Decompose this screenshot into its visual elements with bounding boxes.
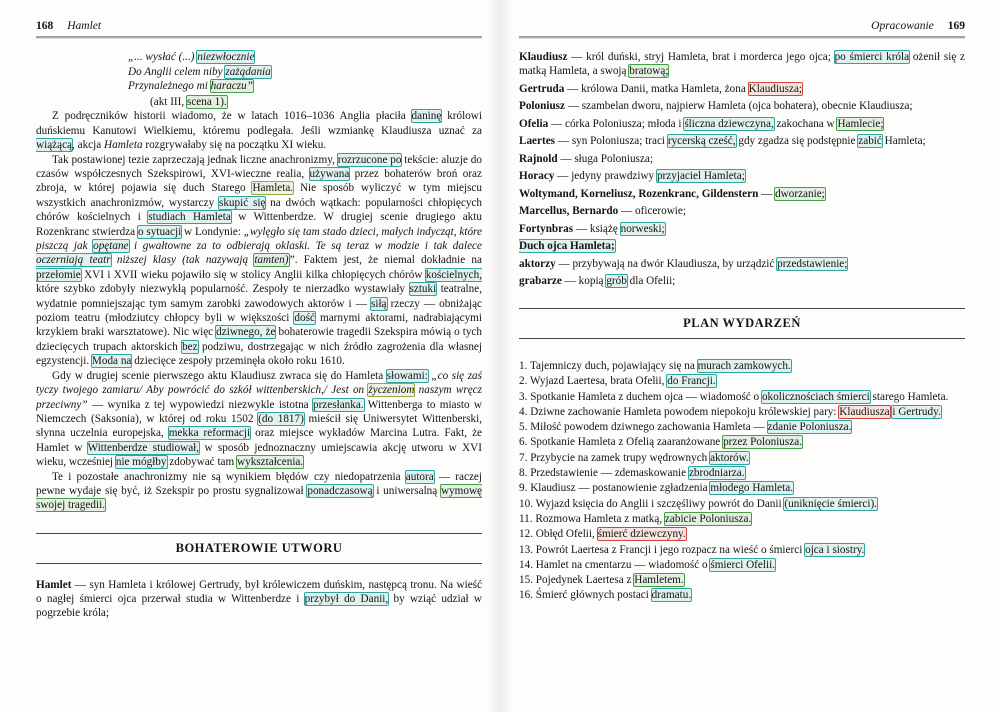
paragraph [36, 369, 482, 470]
text-run: „wylęgło się tam stado dzieci, małych indycząt, które piszczą jak [36, 225, 482, 253]
text-run: Hamleta; [881, 135, 926, 147]
text-run: śliczna dziewczyna, [684, 117, 774, 130]
text-run: Woltymand, Korneliusz, Rozenkranc, Gildenstern [519, 187, 759, 200]
text-run: Duch ojca Hamleta; [519, 240, 615, 252]
section-heading-block-plan [519, 308, 965, 339]
text-run: Przynależnego mi [128, 80, 211, 93]
text-run: Te i pozostałe anachronizmy nie są wynikiem błędów czy niedopatrzenia [52, 470, 406, 483]
text-run: zabić [858, 135, 882, 147]
text-run: mieścił się Uniwersytet Wittenberski, słynna uczelnia europejska, [36, 412, 482, 440]
section-heading-bohaterowie: BOHATEROWIE UTWORU [175, 540, 343, 555]
text-run: Klaudiusz — postanowienie zgładzenia [530, 482, 711, 495]
text-run: Wittenberga to miasto w Niemczech (Saksonia), w której od roku 1502 [36, 398, 482, 425]
text-run: Powrót Laertesa z Francji i jego rozpacz na wieść o śmierci [535, 543, 806, 556]
event-item [519, 435, 965, 449]
quote-line [128, 50, 482, 65]
page-header-right [519, 0, 965, 32]
text-run: niezwłocznie [197, 51, 255, 63]
text-run: XVI i XVII wieku pojawiło się w stolicy Anglii kilka chłopięcych chórów [80, 268, 426, 281]
text-run: Poloniusz [519, 100, 566, 112]
text-run: ” [288, 254, 295, 267]
text-run: marnymi aktorami, nadrabiającymi krzykiem braki warsztatowe). Nic więc [36, 312, 482, 339]
text-run: (akt III, [150, 95, 187, 108]
page-header-left [36, 0, 482, 32]
text-run: okolicznościach śmierci [761, 390, 870, 403]
event-item [519, 588, 965, 602]
quote-attribution [150, 95, 482, 110]
text-run: teatralne, wydatnie pomniejszając tym samym zarobki zawodowych aktorów i — [36, 283, 482, 310]
text-run: używana [309, 168, 350, 180]
text-run: i uniwersalną [372, 484, 441, 497]
text-run: wiążącą [36, 139, 73, 152]
character-entry [519, 152, 965, 166]
text-run: norweski; [620, 222, 665, 235]
text-run: przez bohaterów broń oraz zbroja, w której pojawia się duch Starego [36, 168, 482, 195]
character-entry [519, 99, 965, 113]
text-run: aktorzy [519, 257, 556, 270]
events-list [519, 359, 965, 603]
event-number: 7. [519, 451, 531, 464]
text-run: Hamleta. [252, 182, 294, 195]
page-left [36, 0, 482, 712]
character-entry [519, 82, 965, 96]
text-run: — szambelan dworu, najpierw Hamleta (ojca bohatera), obecnie Klaudiusza; [565, 100, 913, 112]
text-run: Wittenberdze studiował, [87, 441, 200, 454]
event-item [519, 481, 965, 495]
page-right [519, 0, 965, 712]
event-number: 2. [519, 375, 530, 388]
text-run: nie mógłby [115, 456, 167, 469]
event-item [519, 558, 965, 572]
event-number: 12. [519, 528, 536, 541]
text-run: naszym wręcz przeciwny” [36, 384, 482, 411]
text-run: ojca i siostry. [805, 543, 865, 556]
text-run: rozrzucone po [337, 153, 402, 166]
text-run: — syn Poloniusza; traci [555, 135, 668, 147]
text-run: — król duński, stryj Hamleta, brat i morderca jego ojca; [567, 51, 835, 63]
text-run: Obłęd Ofelii, [535, 528, 598, 541]
article-body-left [36, 109, 482, 512]
text-run: zdanie Poloniusza. [767, 421, 852, 434]
text-run: oczerniają teatr [36, 254, 111, 267]
character-entry [36, 578, 482, 620]
event-number: 4. [519, 405, 531, 418]
paragraph [36, 470, 482, 513]
text-run: studiach Hamleta [148, 211, 231, 224]
text-run: dość [294, 312, 315, 325]
text-run: oraz miejsce wykładów Marcina Lutra. Fakt, że Hamlet w [36, 427, 482, 454]
paragraph [36, 153, 482, 369]
text-run: słowami: [386, 369, 428, 382]
event-item [519, 405, 965, 419]
text-run: — książę [573, 222, 621, 235]
text-run: Hamlet [36, 578, 72, 591]
text-run: Klaudiusz [519, 51, 568, 63]
event-number: 13. [519, 543, 536, 556]
text-run: tekście: aluzje do czasów współczesnych Szekspirowi, XVI-wieczne realia, [36, 153, 482, 180]
text-run: zażądania [225, 65, 271, 78]
text-run: Tajemniczy duch, pojawiający się na [530, 360, 698, 372]
header-rule-left [36, 36, 482, 38]
text-run: — jedyny prawdziwy [554, 170, 657, 182]
text-run: Z podręczników historii wiadomo, że w latach 1016–1036 Anglia płaciła [52, 110, 412, 123]
text-run: zbrodniarza. [688, 467, 745, 480]
text-run: by wziąć udział w pogrzebie króla; [36, 592, 482, 619]
text-run: Rozmowa Hamleta z matką, [535, 512, 665, 525]
text-run: Rajnold [519, 152, 558, 165]
text-run: śmierci Ofelii. [710, 558, 775, 571]
text-run: Spotkanie Hamleta z Ofelią zaaranżowane [530, 436, 724, 449]
section-rule-top [519, 308, 965, 309]
event-item [519, 390, 965, 404]
event-item [519, 573, 965, 587]
event-number: 5. [519, 421, 531, 434]
text-run: wymowę swojej tragedii. [36, 484, 482, 512]
character-entry [519, 169, 965, 183]
event-item [519, 512, 965, 526]
text-run: zabicie Poloniusza. [664, 512, 752, 525]
text-run: do Francji. [667, 375, 716, 388]
text-run: — królowa Danii, matka Hamleta, żona [564, 82, 749, 95]
text-run: przełomie [36, 268, 81, 281]
text-run: rycerską cześć, [667, 135, 736, 147]
text-run: scena 1). [186, 95, 227, 108]
text-run: wykształcenia. [237, 456, 304, 469]
section-rule-bottom [519, 338, 965, 339]
text-run: Hamletem. [634, 574, 684, 587]
event-number: 1. [519, 360, 530, 372]
text-run: Przedstawienie — zdemaskowanie [530, 467, 689, 480]
text-run: aktorów. [710, 451, 749, 464]
text-run: które szybko zdobyły niezwykłą popularność. Zespoły te nierzadko wystawiały [36, 283, 410, 296]
text-run: zdobywać tam [166, 456, 238, 469]
text-run: daninę [411, 110, 442, 123]
section-heading-block-bohaterowie [36, 533, 482, 564]
text-run: — oficerowie; [618, 205, 686, 217]
text-run: — córka Poloniusza; młoda i [548, 117, 685, 130]
text-run: młodego Hamleta. [710, 482, 794, 495]
text-run: podziwu, dostrzegając w nich źródło zagrożenia dla własnej egzystencji. [36, 340, 482, 368]
event-item [519, 527, 965, 541]
text-run: sztuki [409, 283, 437, 296]
text-run: Spotkanie Hamleta z duchem ojca — wiadomość o [530, 390, 762, 403]
character-entry [519, 187, 965, 201]
event-number: 11. [519, 512, 536, 525]
text-run: Horacy [519, 170, 555, 182]
page-number-left: 168 [36, 20, 54, 32]
text-run: dla Ofelii; [626, 275, 676, 287]
text-run: w sposób jednoznaczny umiejscawia akcję utworu w XVI wieku, wcześniej [36, 441, 482, 469]
event-item [519, 497, 965, 511]
text-run: Tak postawionej tezie zaprzeczają jednak liczne anachronizmy, [52, 153, 338, 166]
running-title-left: Hamlet [67, 20, 102, 32]
event-item [519, 420, 965, 434]
text-run: Klaudiusza; [748, 82, 803, 95]
event-item [519, 374, 965, 388]
page-gutter [486, 0, 514, 712]
text-run: grabarze [519, 275, 562, 287]
text-run: Nie sposób wyliczyć w tym miejscu wszystkich anachronizmów, wystarczy [36, 182, 482, 209]
text-run: królowi duńskiemu Kanutowi Wielkiemu, któremu podlegała. Jeśli wzmiankę Klaudiusza uznać za [36, 110, 482, 137]
text-run: zakochana w [773, 117, 838, 130]
text-run: — syn Hamleta i królowej Gertrudy, był królewiczem duńskim, następcą tronu. Na wieść o nagłej śmierci ojca przerwał studia w Wittenberdze i [36, 578, 482, 605]
event-number: 3. [519, 390, 531, 403]
text-run: Wyjazd księcia do Anglii i szczęśliwy powrót do Danii [535, 497, 785, 510]
event-item [519, 359, 965, 373]
text-run: dziecięce zespoły przeminęła około roku 1610. [131, 355, 345, 368]
text-run: autora [405, 470, 434, 483]
character-entry [519, 134, 965, 148]
text-run: — wynika z tej wypowiedzi niezwykle istotna [87, 398, 313, 411]
text-run: Śmierć głównych postaci [535, 589, 652, 602]
character-entry [519, 222, 965, 236]
text-run: Pojedynek Laertesa z [535, 574, 635, 587]
text-run: Klaudiusza [839, 405, 890, 418]
text-run: Miłość powodem dziwnego zachowania Hamleta — [530, 421, 768, 434]
character-entry [519, 257, 965, 271]
characters-list-left [36, 578, 482, 620]
quote-block [128, 50, 482, 94]
text-run: przez Poloniusza. [723, 436, 802, 449]
text-run: grób [606, 275, 627, 287]
text-run: (uniknięcie śmierci). [784, 497, 877, 510]
text-run: życzeniom [368, 384, 415, 397]
text-run: Gdy w drugiej scenie pierwszego aktu Klaudiusz zwraca się do Hamleta [52, 369, 387, 382]
text-run: „... wysłać (...) [128, 51, 198, 63]
text-run: ponadczasową [307, 484, 373, 497]
text-run: o sytuacji [137, 225, 182, 238]
character-entry [519, 50, 965, 78]
event-number: 16. [519, 589, 536, 602]
page-number-right: 169 [947, 20, 965, 32]
text-run: gdy zgadza się podstępnie [735, 135, 859, 147]
character-entry [519, 204, 965, 218]
text-run: bratową; [629, 65, 669, 77]
text-run: murach zamkowych. [697, 360, 791, 372]
text-run: , akcja [72, 139, 105, 152]
text-run: rozgrywałaby się na początku XI wieku. [142, 139, 327, 152]
text-run: Hamlecie; [837, 117, 884, 130]
text-run: (do 1817) [258, 412, 304, 425]
event-number: 8. [519, 467, 531, 480]
text-run: po śmierci króla [834, 51, 910, 63]
text-run: bez [182, 340, 198, 353]
section-rule-bottom [36, 563, 482, 564]
text-run: — [758, 187, 776, 200]
text-run: — raczej pewne wydaje się być, iż Szekspir po prostu sygnalizował [36, 470, 482, 497]
text-run: śmierć dziewczyny. [597, 528, 686, 541]
character-entry [519, 117, 965, 131]
quote-line [128, 65, 482, 80]
text-run: Laertes [519, 135, 556, 147]
section-rule-top [36, 533, 482, 534]
text-run: w Londynie: [181, 225, 244, 238]
text-run: siłą [370, 297, 387, 310]
paragraph [36, 109, 482, 152]
text-run: i Gertrudy. [892, 405, 941, 418]
text-run: niższej klasy (tak nazywają [110, 254, 255, 267]
text-run: dworzanie; [775, 187, 825, 200]
text-run: opętane [93, 240, 129, 253]
text-run: — kopią [561, 275, 607, 287]
text-run: przyjaciel Hamleta; [656, 170, 745, 182]
text-run: dramatu. [651, 589, 692, 602]
text-run: i gwałtowne za to odbierają oklaski. Te są teraz w modzie i tak dalece [128, 240, 482, 253]
event-item [519, 543, 965, 557]
section-heading-plan: PLAN WYDARZEŃ [683, 316, 801, 330]
text-run: przybył do Danii, [304, 592, 389, 605]
event-number: 15. [519, 574, 536, 587]
text-run: haraczu” [210, 80, 253, 93]
event-item [519, 466, 965, 480]
text-run: Do Anglii celem niby [128, 65, 226, 78]
text-run: Wyjazd Laertesa, brata Ofelii, [530, 375, 668, 388]
text-run: skupić się [218, 196, 266, 209]
event-number: 9. [519, 482, 531, 495]
text-run: mekka reformacji [168, 427, 251, 440]
text-run: — przybywają na dwór Klaudiusza, by urządzić [555, 257, 778, 270]
text-run: Hamleta [104, 139, 143, 152]
text-run: — sługa Poloniusza; [557, 152, 653, 165]
quote-line [150, 95, 482, 110]
event-item [519, 451, 965, 465]
header-rule-right [519, 36, 965, 38]
text-run: „co się zaś tyczy twojego zamiaru/ Aby powrócić do szkół wittenberskich,/ Jest on [36, 369, 482, 397]
text-run: tamten) [254, 254, 289, 267]
running-title-right: Opracowanie [871, 20, 934, 32]
text-run: Dziwne zachowanie Hamleta powodem niepokoju królewskiej pary: [530, 405, 840, 418]
text-run: Moda na [91, 355, 132, 368]
event-number: 6. [519, 436, 531, 449]
text-run: . Faktem jest, że niemal dokładnie na [294, 254, 482, 267]
text-run: kościelnych, [425, 268, 482, 281]
text-run: Fortynbras [519, 222, 574, 235]
quote-line [128, 79, 482, 94]
text-run: dziwnego, że [216, 326, 276, 339]
text-run: Ofelia [519, 117, 549, 130]
text-run: bohaterowie tragedii Szekspira mówią o tych dziecięcych trupach aktorskich [36, 326, 482, 353]
text-run: Marcellus, Bernardo [519, 205, 619, 217]
text-run: przesłanka. [312, 398, 364, 411]
text-run: Gertruda [519, 82, 565, 95]
text-run: rzeczy — obniżając poziom teatru (młodziutcy chłopcy byli w większości [36, 297, 482, 325]
character-entry [519, 274, 965, 288]
event-number: 10. [519, 497, 536, 510]
text-run: przedstawienie; [777, 257, 848, 270]
text-run: ożenił się z matką Hamleta, a swoją [519, 51, 965, 77]
text-run: Przybycie na zamek trupy wędrownych [530, 451, 711, 464]
text-run: w Wittenberdze. W drugiej scenie drugiego aktu Rozenkranc stwierdza [36, 211, 482, 238]
characters-list-right [519, 50, 965, 288]
text-run: starego Hamleta. [869, 390, 949, 403]
event-number: 14. [519, 558, 536, 571]
text-run: Hamlet na cmentarzu — wiadomość o [535, 558, 711, 571]
text-run: na dwóch wątkach: popularności chłopięcych chórów kościelnych i [36, 196, 482, 224]
character-entry [519, 239, 965, 253]
